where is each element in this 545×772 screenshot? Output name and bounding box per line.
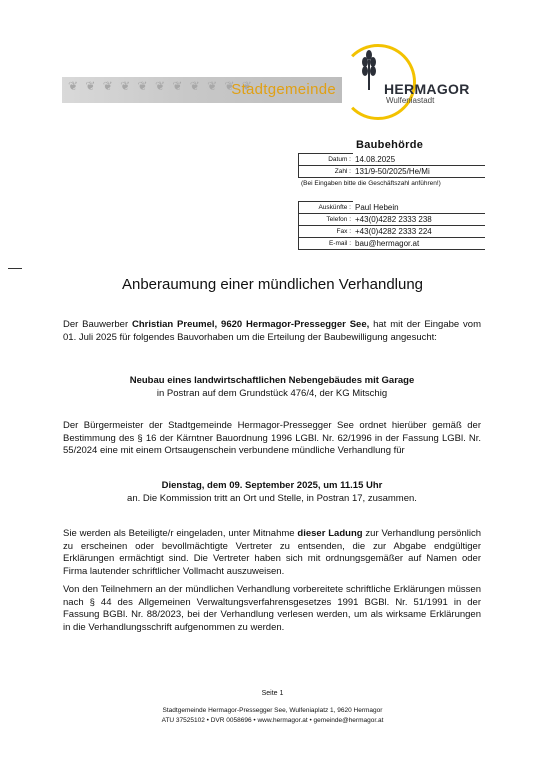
hearing-date: [63, 480, 481, 505]
paragraph-applicant: Der Bauwerber Christian Preumel, 9620 Hermagor-Pressegger See, hat mit der Eingabe vom 01. Juli 2025 für folgendes Bauvorhaben um die Erteilung der Baubewilligung angesucht:: [63, 319, 482, 343]
banner-text: Stadtgemeinde: [231, 81, 336, 98]
phone-label: Telefon :: [299, 214, 354, 226]
paragraph-invitation: Sie werden als Beteiligte/r eingeladen, unter Mitnahme dieser Ladung zur Verhandlung persönlich zu erscheinen oder bevollmächtigte Vertreter zu entsenden, die zur Abgabe endgültiger Erklärungen ermächtigt sind. Die Vertreter haben sich mit ordnungsgemäßer auf Namen oder Firma lautender schriftlicher Vollmacht auszuweisen.: [63, 528, 481, 577]
paragraph-order: Der Bürgermeister der Stadtgemeinde Hermagor-Pressegger See ordnet hierüber gemäß der Bestimmung des § 16 der Kärntner Bauordnung 1996 LGBl. Nr. 62/1996 in der Fassung LGBl. Nr. 55/2024 eine mit einem Ortsaugenschein verbundene mündliche Verhandlung für: [63, 420, 481, 456]
paragraph-declarations: Von den Teilnehmern an der mündlichen Verhandlung vorbereitete schriftliche Erklärungen müssen nach § 44 des Allgemeinen Verwaltungsverfahrensgesetzes 1991 BGBl. Nr. 51/1991 in der Fassung BGBl. Nr. 88/2023, bei der Verhandlung verlesen werden, um als wirksame Erklärungen in die Verhandlungsschrift aufgenommen zu werden.: [63, 584, 481, 633]
footer-ids: ATU 37525102 • DVR 0058696 • www.hermagor.at • gemeinde@hermagor.at: [161, 717, 384, 724]
date-label: Datum :: [299, 154, 354, 166]
contact-value: Paul Hebein: [353, 202, 485, 214]
summons-emphasis: dieser Ladung: [297, 528, 363, 539]
contact-table: [298, 201, 485, 250]
header-banner: [62, 77, 342, 103]
contact-label: Auskünfte :: [299, 202, 354, 214]
phone-value: +43(0)4282 2333 238: [353, 214, 485, 226]
page-number: Seite 1: [261, 690, 284, 697]
logo-subtitle: Wulfeniastadt: [386, 96, 435, 105]
logo-name: HERMAGOR: [384, 81, 470, 97]
email-label: E-mail :: [299, 238, 354, 250]
reference-value: 131/9-50/2025/He/Mi: [353, 166, 485, 178]
document-title: Anberaumung einer mündlichen Verhandlung: [121, 276, 424, 293]
project-description: [63, 375, 481, 400]
department-name: Baubehörde: [356, 139, 424, 151]
hearing-location: an. Die Kommission tritt an Ort und Stelle, in Postran 17, zusammen.: [127, 492, 417, 504]
hearing-date-line: Dienstag, dem 09. September 2025, um 11.15 Uhr: [161, 480, 383, 491]
footer-address: Stadtgemeinde Hermagor-Pressegger See, Wulfeniaplatz 1, 9620 Hermagor: [162, 707, 383, 714]
reference-table: [298, 153, 485, 178]
wheat-logo-icon: [356, 50, 382, 90]
fax-value: +43(0)4282 2333 224: [353, 226, 485, 238]
date-value: 14.08.2025: [353, 154, 485, 166]
applicant-name: Christian Preumel, 9620 Hermagor-Pressegger See,: [132, 319, 370, 330]
fold-mark: [8, 268, 22, 269]
reference-label: Zahl :: [299, 166, 354, 178]
project-title: Neubau eines landwirtschaftlichen Nebengebäudes mit Garage: [129, 375, 415, 386]
email-value[interactable]: bau@hermagor.at: [353, 238, 485, 250]
reference-hint: (Bei Eingaben bitte die Geschäftszahl anführen!): [301, 180, 441, 187]
project-location: in Postran auf dem Grundstück 476/4, der KG Mitschig: [156, 387, 388, 399]
wheat-decoration-icon: ❦ ❦ ❦ ❦ ❦ ❦ ❦ ❦ ❦ ❦ ❦: [68, 79, 254, 93]
fax-label: Fax :: [299, 226, 354, 238]
